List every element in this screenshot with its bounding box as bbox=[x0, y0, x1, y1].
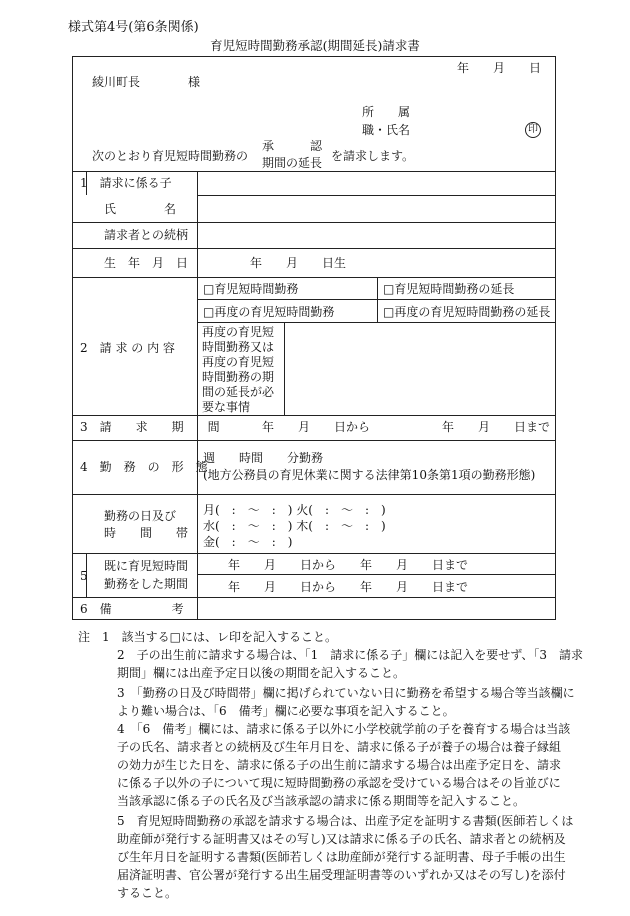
note-line: 注 1 該当する□には、レ印を記入すること。 bbox=[78, 630, 337, 644]
child-name-label: 氏 名 bbox=[104, 202, 177, 216]
row-divider bbox=[72, 553, 556, 554]
option-extension: □育児短時間勤務の延長 bbox=[383, 282, 515, 296]
row-divider bbox=[72, 597, 556, 598]
note-line: 助産師が発行する証明書又はその写し)又は請求に係る子の氏名、請求者との続柄及 bbox=[117, 832, 566, 846]
row-divider bbox=[72, 494, 556, 495]
row-divider bbox=[72, 222, 556, 223]
column-divider bbox=[284, 322, 285, 415]
reason-text: 時間勤務の期 bbox=[202, 370, 275, 384]
addressee: 綾川町長 様 bbox=[92, 75, 201, 89]
option-repeat-extension: □再度の育児短時間勤務の延長 bbox=[383, 305, 551, 319]
reason-text: 要な事情 bbox=[202, 400, 251, 414]
row-divider bbox=[72, 415, 556, 416]
work-form-note: (地方公務員の育児休業に関する法律第10条第1項の勤務形態) bbox=[203, 468, 536, 482]
prior-period: 年 月 日から 年 月 日まで bbox=[228, 580, 469, 594]
row-divider bbox=[72, 440, 556, 441]
hours-label: 時 間 帯 bbox=[104, 526, 189, 540]
note-line: 期間」欄には出産予定日以後の期間を記入すること。 bbox=[117, 666, 406, 680]
note-line: 当該承認に係る子の氏名及び当該承認の請求に係る期間等を記入すること。 bbox=[117, 794, 526, 808]
row-divider bbox=[72, 248, 556, 249]
prior-number: 5 bbox=[80, 569, 88, 583]
birth-value: 年 月 日生 bbox=[250, 256, 347, 270]
days-row: 月( : ～ : ) 火( : ～ : ) bbox=[203, 503, 386, 517]
row-divider bbox=[197, 195, 556, 196]
birth-label: 生 年 月 日 bbox=[104, 256, 189, 270]
reason-text: 時間勤務又は bbox=[202, 340, 275, 354]
prior-label: 既に育児短時間 bbox=[104, 559, 189, 573]
form-number: 様式第4号(第6条関係) bbox=[68, 20, 199, 35]
note-line: より難い場合は、「6 備考」欄に必要な事項を記入すること。 bbox=[117, 704, 455, 718]
note-line: の効力が生じた日を、請求に係る子の出生前に請求する場合は出産予定日を、請求 bbox=[117, 758, 562, 772]
note-line: び生年月日を証明する書類(医師若しくは助産師が発行する証明書、母子手帳の出生 bbox=[117, 850, 566, 864]
note-line: 4 「6 備考」欄には、請求に係る子以外に小学校就学前の子を養育する場合は当該 bbox=[117, 722, 571, 736]
date-line: 年 月 日 bbox=[457, 61, 542, 75]
request-suffix: を請求します。 bbox=[331, 149, 415, 163]
affiliation-label: 所 属 bbox=[362, 105, 411, 119]
reason-text: 間の延長が必 bbox=[202, 385, 275, 399]
row-divider bbox=[197, 322, 556, 323]
prior-period: 年 月 日から 年 月 日まで bbox=[228, 558, 469, 572]
days-row: 水( : ～ : ) 木( : ～ : ) bbox=[203, 519, 386, 533]
note-line: すること。 bbox=[117, 886, 178, 900]
approval-option: 承 認 bbox=[262, 139, 323, 153]
work-form-line: 週 時間 分勤務 bbox=[203, 451, 324, 465]
remarks-label: 6 備 考 bbox=[80, 602, 184, 616]
column-divider bbox=[377, 277, 378, 322]
days-label: 勤務の日及び bbox=[104, 509, 177, 523]
relationship-label: 請求者との続柄 bbox=[104, 228, 189, 242]
row-divider bbox=[197, 574, 556, 575]
reason-text: 再度の育児短 bbox=[202, 355, 275, 369]
form-title: 育児短時間勤務承認(期間延長)請求書 bbox=[210, 38, 420, 53]
note-line: 3 「勤務の日及び時間帯」欄に掲げられていない日に勤務を希望する場合等当該欄に bbox=[117, 686, 575, 700]
row-divider bbox=[72, 277, 556, 278]
option-repeat: □再度の育児短時間勤務 bbox=[203, 305, 335, 319]
note-line: に係る子以外の子について現に短時間勤務の承認を受けている場合はその旨並びに bbox=[117, 776, 561, 790]
option-short-hours: □育児短時間勤務 bbox=[203, 282, 299, 296]
note-line: 5 育児短時間勤務の承認を請求する場合は、出産予定を証明する書類(医師若しくは bbox=[117, 814, 574, 828]
column-divider bbox=[197, 171, 198, 620]
reason-text: 再度の育児短 bbox=[202, 325, 275, 339]
work-form-label: 4 勤 務 の 形 態 bbox=[80, 460, 208, 474]
content-label: 2 請 求 の 内 容 bbox=[80, 341, 175, 355]
days-row: 金( : ～ : ) bbox=[203, 535, 293, 549]
note-line: 子の氏名、請求者との続柄及び生年月日を、請求に係る子が養子の場合は養子縁組 bbox=[117, 740, 562, 754]
request-prefix: 次のとおり育児短時間勤務の bbox=[92, 149, 249, 163]
period-value: 年 月 日から 年 月 日まで bbox=[262, 420, 551, 434]
note-line: 届済証明書、官公署が発行する出生届受理証明書等のいずれか又はその写し)を添付 bbox=[117, 868, 566, 882]
child-heading: 1 請求に係る子 bbox=[80, 176, 172, 190]
row-divider bbox=[72, 171, 556, 172]
period-label: 3 請 求 期 間 bbox=[80, 420, 220, 434]
note-line: 2 子の出生前に請求する場合は、「1 請求に係る子」欄には記入を要せず、「3 請求 bbox=[117, 648, 583, 662]
seal-icon: 印 bbox=[525, 122, 541, 138]
name-title-label: 職・氏名 bbox=[362, 123, 411, 137]
prior-label: 勤務をした期間 bbox=[104, 577, 189, 591]
extension-option: 期間の延長 bbox=[262, 156, 323, 170]
